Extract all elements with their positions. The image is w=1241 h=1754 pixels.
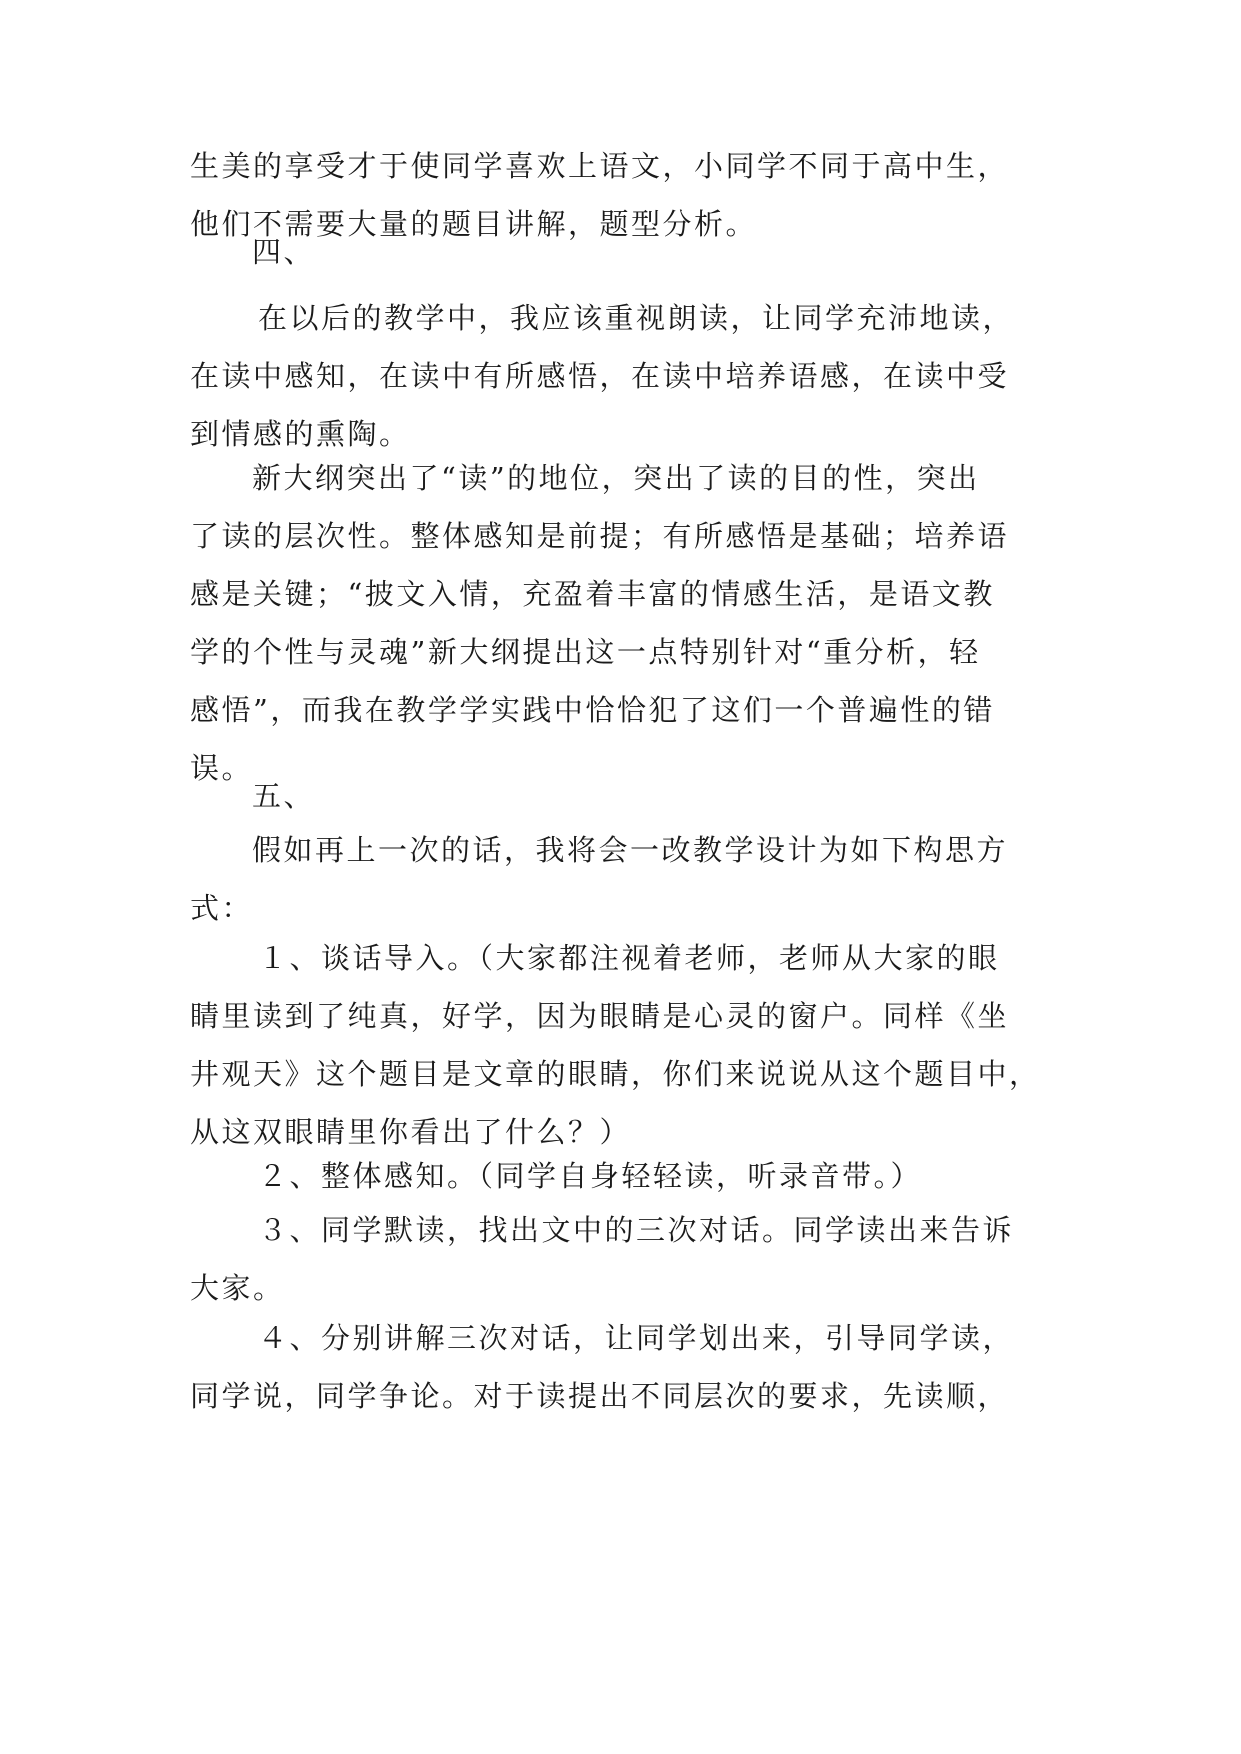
text-line: 在以后的教学中，我应该重视朗读，让同学充沛地读， bbox=[258, 301, 1015, 335]
text-line: １、谈话导入。（大家都注视着老师，老师从大家的眼 bbox=[258, 941, 1000, 975]
text-line: 在读中感知，在读中有所感悟，在读中培养语感，在读中受 bbox=[190, 359, 1010, 393]
text-line: 从这双眼睛里你看出了什么？） bbox=[190, 1115, 632, 1149]
text-line: 新大纲突出了“读”的地位，突出了读的目的性，突出 bbox=[252, 461, 980, 495]
list-item-3 bbox=[190, 1201, 1050, 1317]
paragraph-redesign-intro bbox=[190, 821, 1050, 937]
paragraph-new-syllabus bbox=[190, 449, 1050, 797]
text-line: 了读的层次性。整体感知是前提；有所感悟是基础；培养语 bbox=[190, 519, 1010, 553]
text-line: 感悟”，而我在教学学实践中恰恰犯了这们一个普遍性的错 bbox=[190, 693, 995, 727]
text-line: 误。 bbox=[190, 751, 254, 785]
text-line: 生美的享受才于使同学喜欢上语文，小同学不同于高中生， bbox=[190, 149, 1010, 183]
section-heading-four bbox=[190, 223, 1050, 281]
text-line: 式： bbox=[190, 891, 254, 925]
paragraph-reading-focus bbox=[190, 289, 1050, 463]
text-line: ２、整体感知。（同学自身轻轻读，听录音带。） bbox=[258, 1159, 923, 1193]
list-item-2 bbox=[190, 1147, 1050, 1205]
text-line: 同学说，同学争论。对于读提出不同层次的要求，先读顺， bbox=[190, 1379, 1010, 1413]
list-item-1 bbox=[190, 929, 1050, 1161]
text-line: 他们不需要大量的题目讲解，题型分析。 bbox=[190, 207, 758, 241]
text-line: ３、同学默读，找出文中的三次对话。同学读出来告诉 bbox=[258, 1213, 1015, 1247]
text-line: 四、 bbox=[252, 235, 316, 269]
text-line: 五、 bbox=[252, 779, 316, 813]
text-line: ４、分别讲解三次对话，让同学划出来，引导同学读， bbox=[258, 1321, 1015, 1355]
text-line: 感是关键；“披文入情，充盈着丰富的情感生活，是语文教 bbox=[190, 577, 995, 611]
section-heading-five bbox=[190, 767, 1050, 825]
text-line: 假如再上一次的话，我将会一改教学设计为如下构思方 bbox=[252, 833, 1009, 867]
text-line: 睛里读到了纯真，好学，因为眼睛是心灵的窗户。同样《坐 bbox=[190, 999, 1010, 1033]
text-line: 大家。 bbox=[190, 1271, 285, 1305]
text-line: 井观天》这个题目是文章的眼睛，你们来说说从这个题目中， bbox=[190, 1057, 1041, 1091]
text-line: 到情感的熏陶。 bbox=[190, 417, 411, 451]
list-item-4 bbox=[190, 1309, 1050, 1425]
text-line: 学的个性与灵魂”新大纲提出这一点特别针对“重分析，轻 bbox=[190, 635, 981, 669]
